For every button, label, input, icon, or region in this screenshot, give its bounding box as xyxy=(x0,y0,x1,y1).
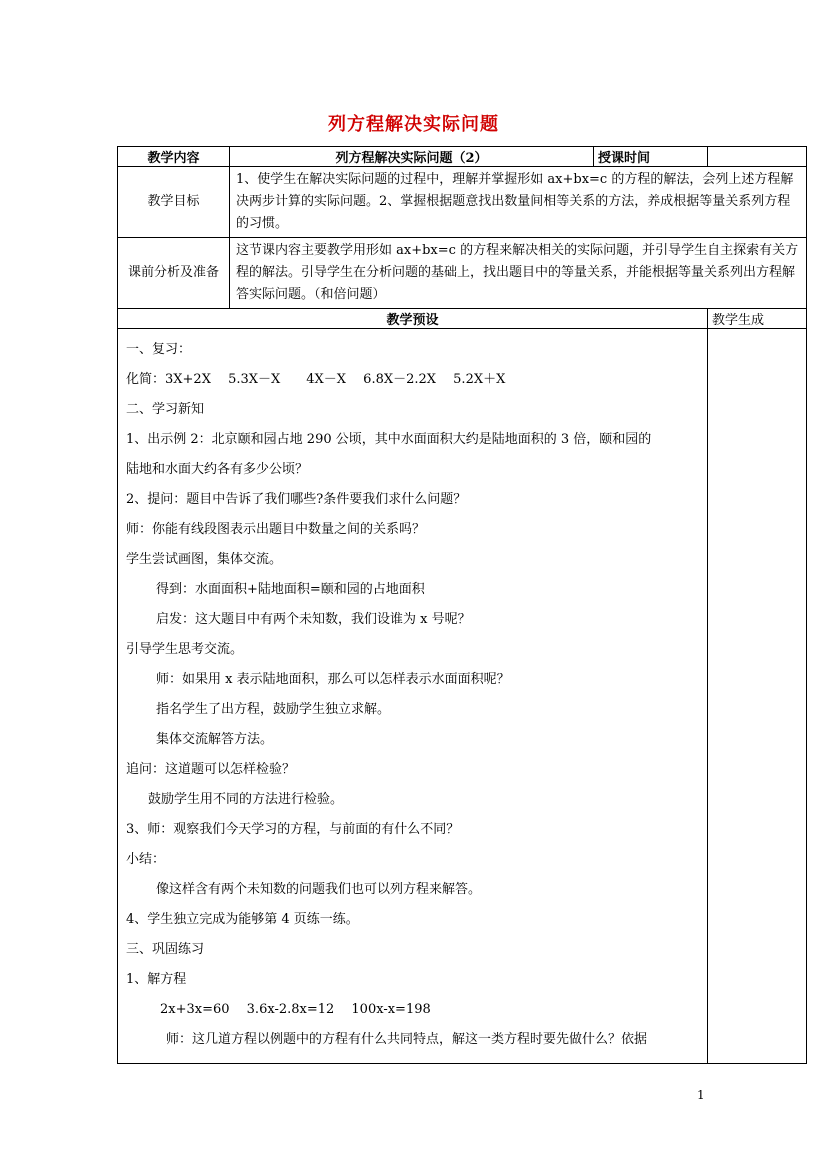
plan-body-cell xyxy=(118,329,708,1064)
analysis-label-cell xyxy=(118,238,230,309)
result-body-cell xyxy=(708,329,807,1064)
plan-line: 化简：3X+2X 5.3X－X 4X－X 6.8X－2.2X 5.2X＋X xyxy=(126,372,506,387)
page-number: 1 xyxy=(697,1088,705,1102)
plan-line: 一、复习： xyxy=(126,342,192,357)
table-row xyxy=(118,329,807,1064)
time-value-cell xyxy=(708,147,807,167)
document-title: 列方程解决实际问题 xyxy=(328,114,499,135)
time-label: 授课时间 xyxy=(598,151,651,166)
result-header-cell xyxy=(708,309,807,329)
plan-header: 教学预设 xyxy=(386,313,439,328)
goals-label-cell xyxy=(118,167,230,238)
plan-line: 鼓励学生用不同的方法进行检验。 xyxy=(148,792,344,807)
content-label-cell xyxy=(118,147,230,167)
plan-line: 指名学生了出方程，鼓励学生独立求解。 xyxy=(156,702,391,717)
plan-line: 引导学生思考交流。 xyxy=(126,642,244,657)
plan-line: 启发：这大题目中有两个未知数，我们设谁为 x 号呢？ xyxy=(156,612,471,627)
plan-line: 三、巩固练习 xyxy=(126,942,205,957)
plan-line: 陆地和水面大约各有多少公顷？ xyxy=(126,462,309,477)
time-label-cell xyxy=(594,147,708,167)
plan-line: 学生尝试画图，集体交流。 xyxy=(126,552,283,567)
table-row xyxy=(118,167,807,238)
goals-label: 教学目标 xyxy=(147,194,200,209)
content-value-cell xyxy=(230,147,594,167)
goals-text: 1、使学生在解决实际问题的过程中，理解并掌握形如 ax+bx=c 的方程的解法，会列上述方程解决两步计算的实际问题。2、掌握根据题意找出数量间相等关系的方法，养成根据等量关系列方程的习惯。 xyxy=(236,172,794,231)
content-value: 列方程解决实际问题（2） xyxy=(335,151,488,166)
table-row xyxy=(118,309,807,329)
plan-line: 小结： xyxy=(126,852,166,867)
table-row xyxy=(118,147,807,167)
plan-line: 1、解方程 xyxy=(126,972,187,987)
content-label: 教学内容 xyxy=(147,151,200,166)
plan-line: 得到：水面面积+陆地面积=颐和园的占地面积 xyxy=(156,582,425,597)
plan-line: 师：你能有线段图表示出题目中数量之间的关系吗？ xyxy=(126,522,426,537)
plan-line: 追问：这道题可以怎样检验？ xyxy=(126,762,296,777)
plan-line: 2x+3x=60 3.6x-2.8x=12 100x-x=198 xyxy=(160,1002,431,1017)
plan-line: 1、出示例 2：北京颐和园占地 290 公顷，其中水面面积大约是陆地面积的 3 倍，颐和园的 xyxy=(126,432,652,447)
plan-line: 2、提问：题目中告诉了我们哪些?条件要我们求什么问题？ xyxy=(126,492,467,507)
plan-line: 3、师：观察我们今天学习的方程，与前面的有什么不同？ xyxy=(126,822,460,837)
plan-header-cell xyxy=(118,309,708,329)
analysis-label: 课前分析及准备 xyxy=(127,265,219,280)
plan-line: 师：如果用 x 表示陆地面积，那么可以怎样表示水面面积呢？ xyxy=(156,672,510,687)
analysis-text-cell xyxy=(230,238,807,309)
analysis-text: 这节课内容主要教学用形如 ax+bx=c 的方程来解决相关的实际问题，并引导学生自主探索有关方程的解法。引导学生在分析问题的基础上，找出题目中的等量关系，并能根据等量关系列出方程解答实际问题。（和倍问题） xyxy=(236,243,799,302)
plan-line: 4、学生独立完成为能够第 4 页练一练。 xyxy=(126,912,359,927)
plan-line: 集体交流解答方法。 xyxy=(156,732,274,747)
goals-text-cell xyxy=(230,167,807,238)
table-row xyxy=(118,238,807,309)
plan-line: 像这样含有两个未知数的问题我们也可以列方程来解答。 xyxy=(156,882,482,897)
plan-lines xyxy=(118,329,707,1055)
plan-line: 师：这几道方程以例题中的方程有什么共同特点，解这一类方程时要先做什么？依据 xyxy=(166,1032,648,1047)
result-header: 教学生成 xyxy=(712,313,765,328)
lesson-plan-table xyxy=(117,146,807,1064)
plan-line: 二、学习新知 xyxy=(126,402,205,417)
